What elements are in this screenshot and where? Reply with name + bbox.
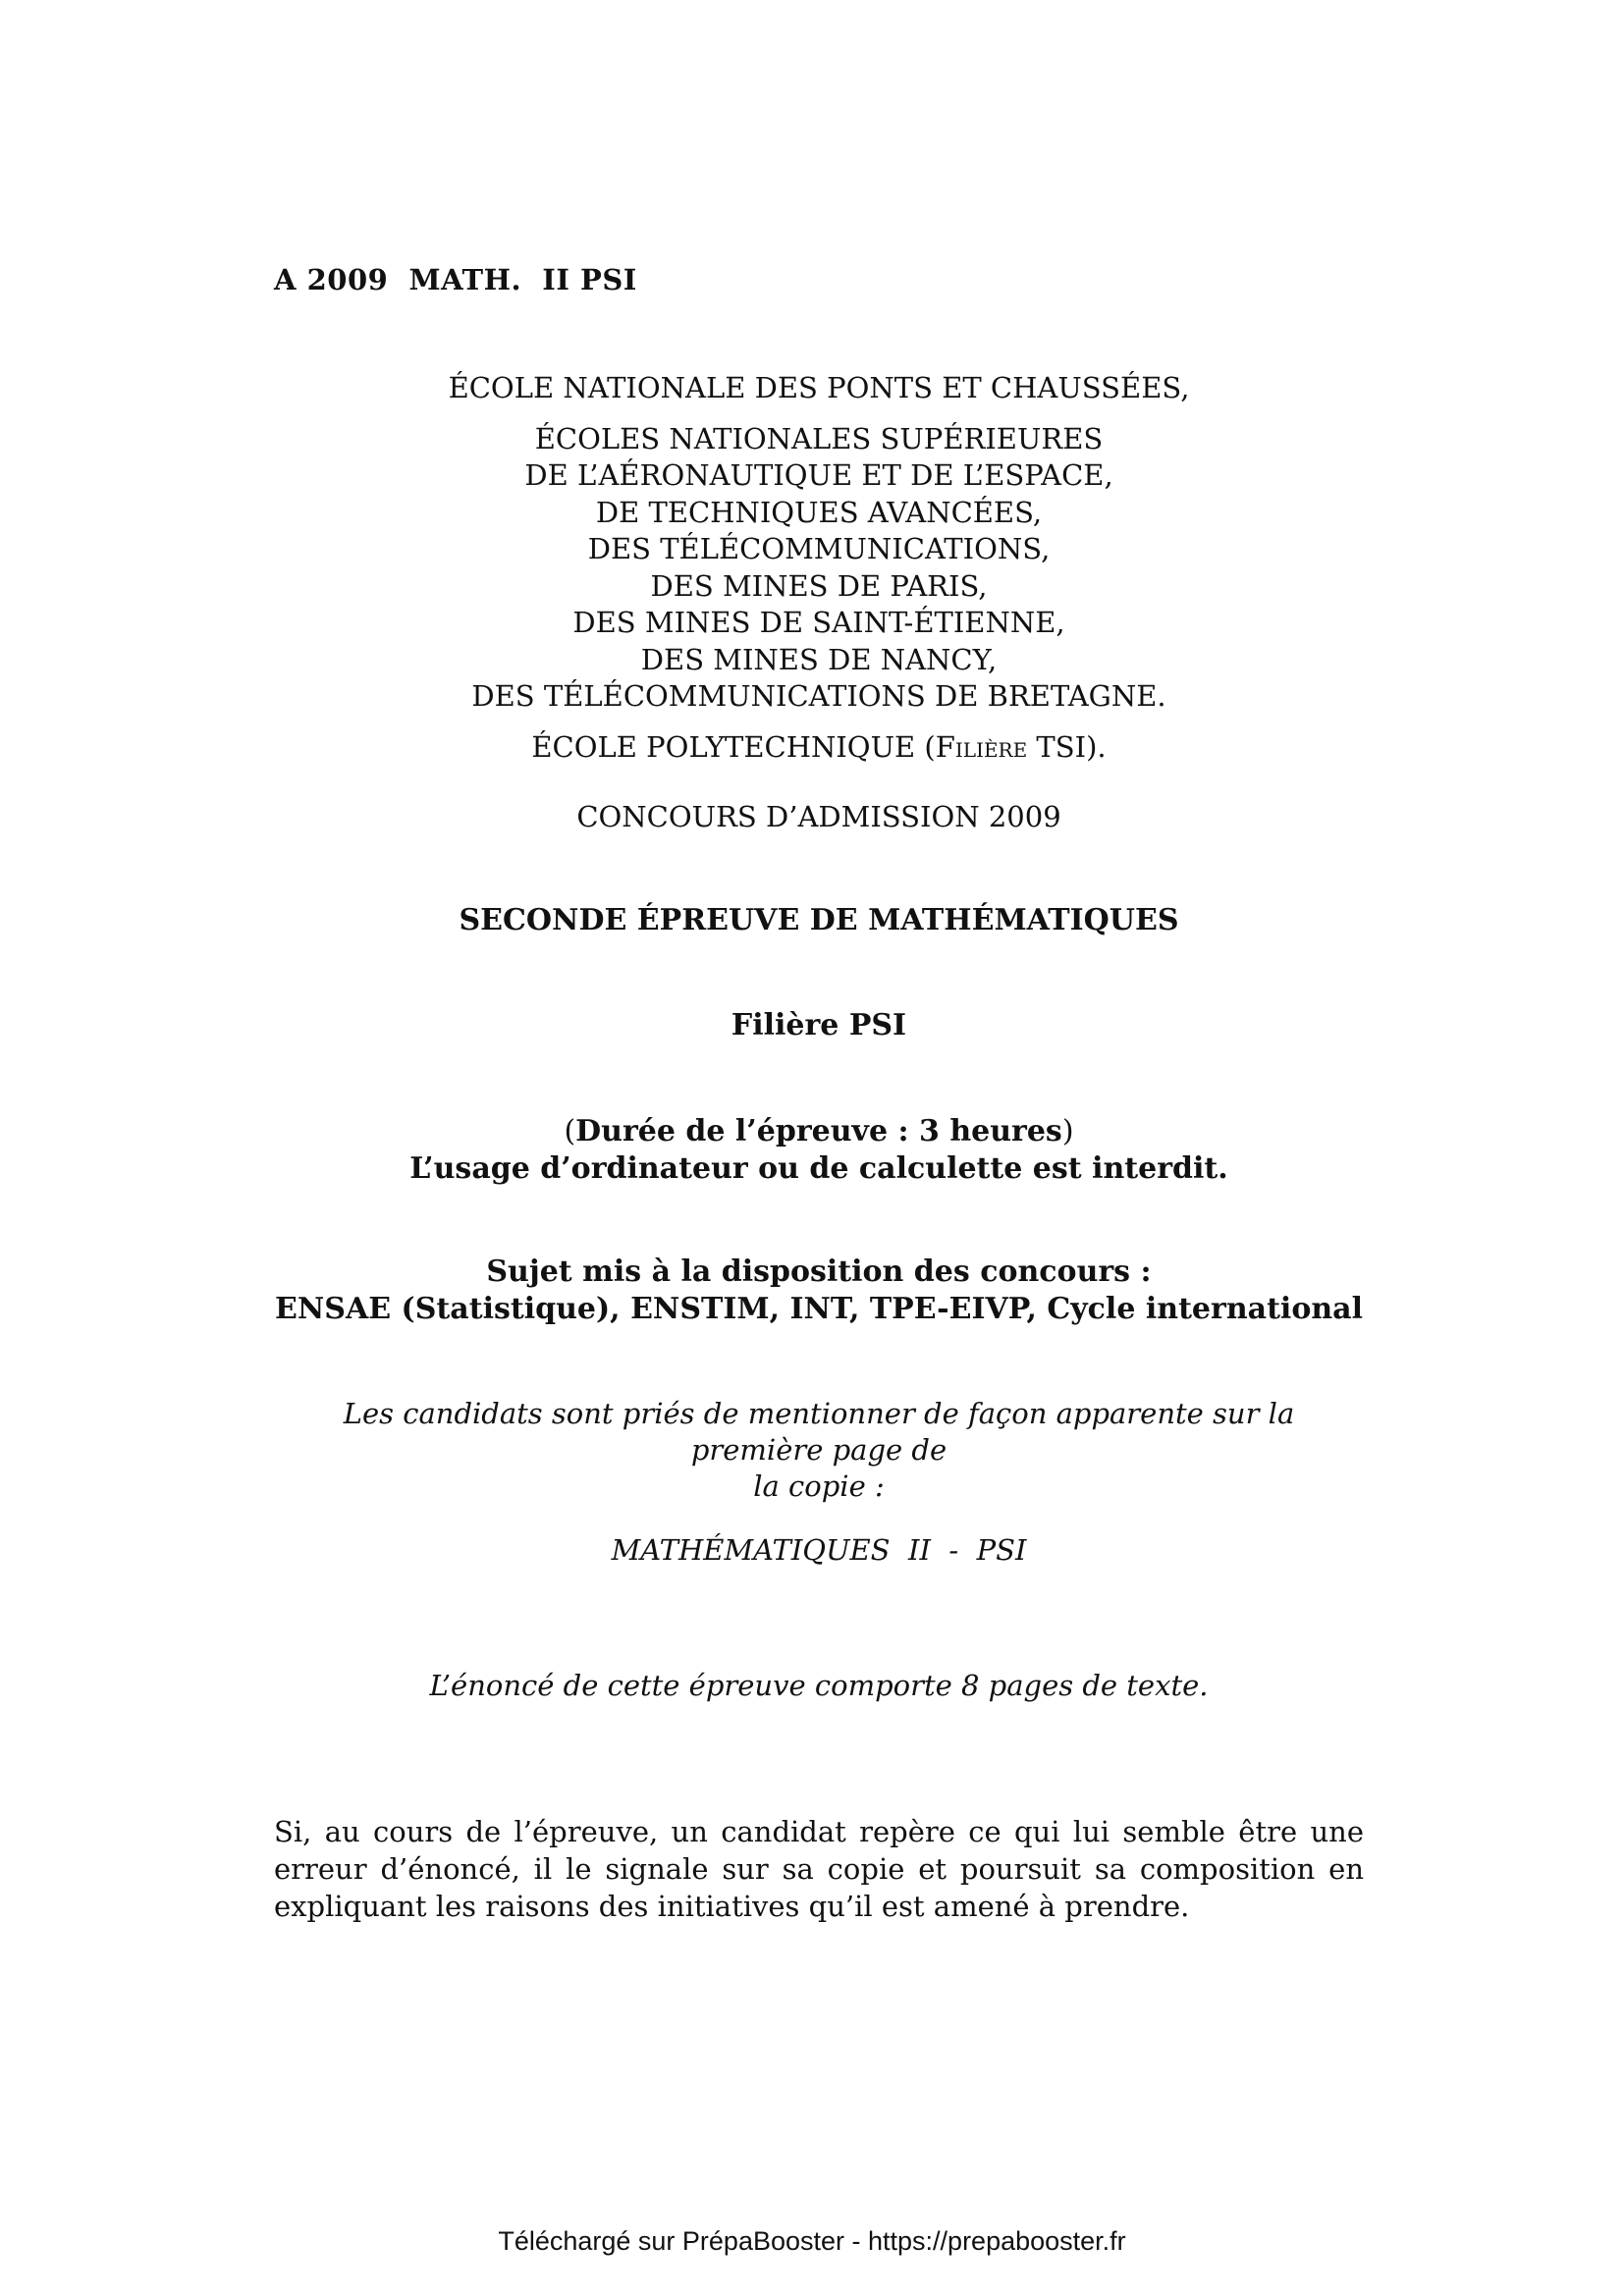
duree-block xyxy=(274,1113,1364,1188)
candidats-line-2: la copie : xyxy=(753,1469,885,1503)
school-line: ÉCOLES NATIONALES SUPÉRIEURES xyxy=(534,421,1104,455)
erreur-note: Si, au cours de l’épreuve, un candidat repère ce qui lui semble être une erreur d’énoncé, il le signale sur sa copie et poursuit sa composition en expliquant les raisons des initiatives qu’il est amené à prendre. xyxy=(274,1815,1364,1923)
school-line: DES MINES DE SAINT-ÉTIENNE, xyxy=(572,606,1065,639)
epreuve-title: SECONDE ÉPREUVE DE MATHÉMATIQUES xyxy=(459,903,1179,937)
school-line: DES MINES DE NANCY, xyxy=(640,642,998,676)
sujet-line-2: ENSAE (Statistique), ENSTIM, INT, TPE-EIVP, Cycle international xyxy=(275,1292,1363,1326)
school-ponts: ÉCOLE NATIONALE DES PONTS ET CHAUSSÉES, xyxy=(448,371,1190,404)
exam-code: A 2009 MATH. II PSI xyxy=(274,263,637,296)
school-line: DES TÉLÉCOMMUNICATIONS, xyxy=(587,532,1051,565)
school-line: DES MINES DE PARIS, xyxy=(650,568,988,603)
concours-title: CONCOURS D’ADMISSION 2009 xyxy=(576,800,1061,833)
schools-list xyxy=(274,370,1364,766)
sujet-line-1: Sujet mis à la disposition des concours : xyxy=(486,1255,1152,1289)
download-footer: Téléchargé sur PrépaBooster - https://prepabooster.fr xyxy=(498,2226,1126,2256)
school-polytechnique: ÉCOLE POLYTECHNIQUE (Filière TSI). xyxy=(531,729,1107,764)
sujet-block xyxy=(274,1254,1364,1328)
school-line: DE L’AÉRONAUTIQUE ET DE L’ESPACE, xyxy=(524,458,1113,492)
candidats-line-1: Les candidats sont priés de mentionner de façon apparente sur la première page de xyxy=(343,1397,1295,1467)
school-line: DE TECHNIQUES AVANCÉES, xyxy=(595,495,1043,529)
school-line: DES TÉLÉCOMMUNICATIONS DE BRETAGNE. xyxy=(471,679,1166,713)
pages-note: L’énoncé de cette épreuve comporte 8 pages de texte. xyxy=(429,1669,1209,1702)
calculette-line: L’usage d’ordinateur ou de calculette est interdit. xyxy=(409,1151,1228,1186)
subject-label: MATHÉMATIQUES II - PSI xyxy=(611,1533,1027,1567)
duree-line: (Durée de l’épreuve : 3 heures) xyxy=(564,1114,1074,1148)
candidats-note xyxy=(274,1396,1364,1505)
filiere-label: Filière PSI xyxy=(731,1008,907,1042)
